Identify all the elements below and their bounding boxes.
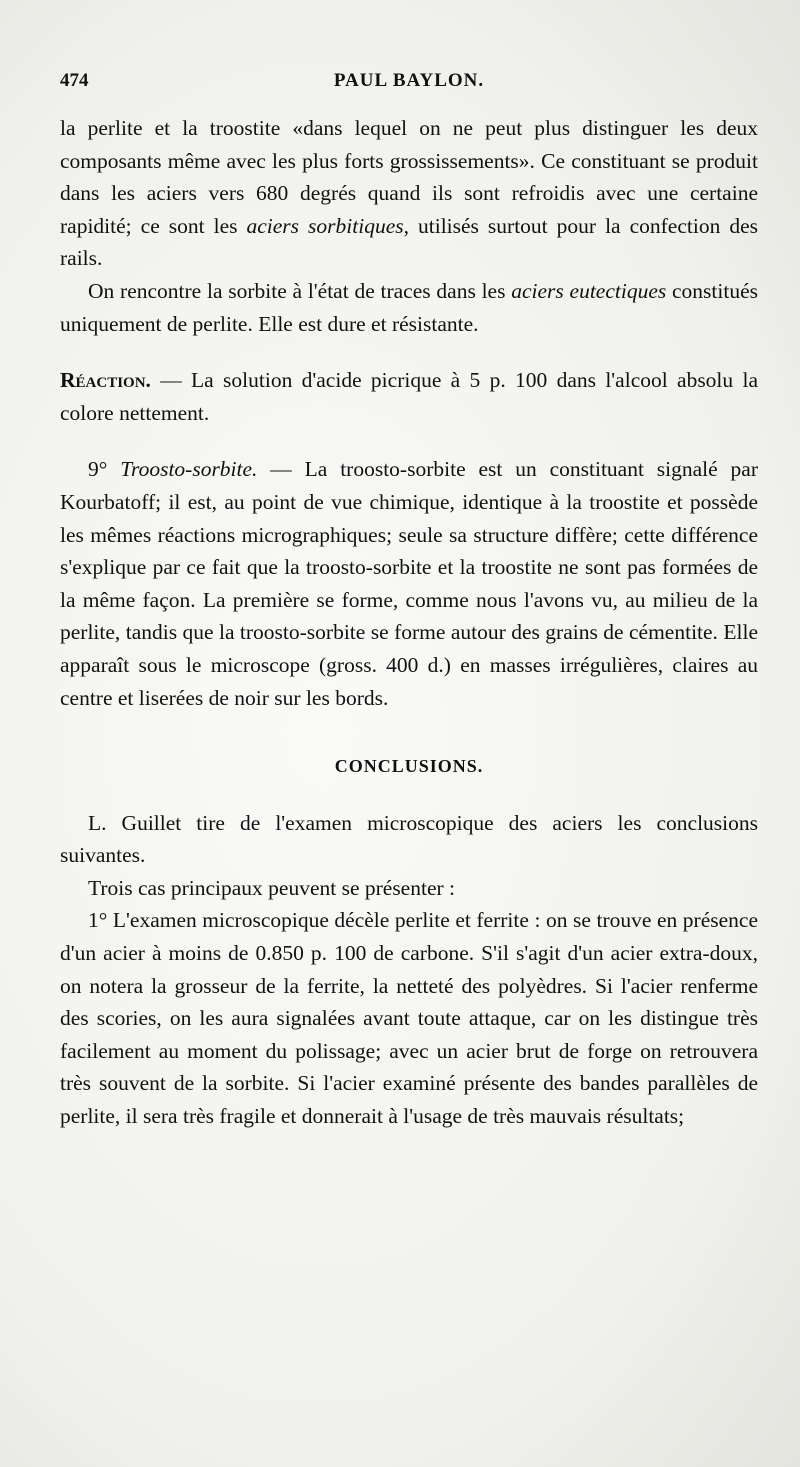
- paragraph-guillet: L. Guillet tire de l'examen microscopique des aciers les conclusions suivantes.: [60, 810, 758, 868]
- spacer: [60, 340, 758, 364]
- conclusions-heading: CONCLUSIONS.: [334, 756, 484, 777]
- paragraph-text: — La troosto-sorbite est un constituant signalé par Kourbatoff; il est, au point de vue chimique, identique à la troostite et possède les mêmes réactions micrographiques; seule sa structure diffère; cette différence s'explique par ce fait que la troosto-sorbite et la troostite ne sont pas formées de la même façon. La première se forme, comme nous l'avons vu, au milieu de la perlite, tandis que la troosto-sorbite se forme autour des grains de cémentite. Elle apparaît sous le microscope (gross. 400 d.) en masses irrégulières, claires au centre et liserées de noir sur les bords.: [60, 457, 759, 710]
- paragraph-text: constitués uniquement de perlite. Elle est dure et résistante.: [60, 278, 758, 336]
- paragraph-text: la perlite et la troostite «dans lequel on ne peut plus distinguer les deux composants même avec les plus forts grossissements». Ce constituant se produit dans les aciers vers 680 degrés quand ils sont refroidis avec une certaine rapidité; ce sont les: [60, 116, 758, 238]
- section-title: Troosto-sorbite.: [120, 457, 258, 482]
- term-aciers-eutectiques: aciers eutectiques: [511, 278, 667, 303]
- spacer: [60, 783, 758, 807]
- term-aciers-sorbitiques: aciers sorbitiques: [246, 213, 404, 238]
- paragraph-sorbite-continued: [60, 112, 758, 275]
- paragraph-text: , utilisés surtout pour la confection des rails.: [60, 213, 758, 271]
- page-number: 474: [60, 70, 89, 91]
- reaction-label: Réaction.: [60, 368, 151, 393]
- paragraph-text: — La solution d'acide picrique à 5 p. 100 dans l'alcool absolu la colore nettement.: [60, 368, 758, 425]
- paragraph-sorbite-traces: [60, 275, 758, 340]
- paragraph-reaction: [60, 364, 758, 429]
- paragraph-troosto-sorbite: [60, 453, 758, 714]
- spacer: [60, 714, 758, 750]
- page-header: [60, 70, 758, 100]
- paragraph-trois-cas: Trois cas principaux peuvent se présenter :: [88, 875, 456, 900]
- spacer: [60, 429, 758, 453]
- page-body: [60, 112, 758, 1133]
- running-title: PAUL BAYLON.: [333, 70, 485, 91]
- section-number: 9°: [88, 457, 108, 482]
- paragraph-case-1: 1° L'examen microscopique décèle perlite et ferrite : on se trouve en présence d'un acier à moins de 0.850 p. 100 de carbone. S'il s'agit d'un acier extra-doux, on notera la grosseur de la ferrite, la netteté des polyèdres. Si l'acier renferme des scories, on les aura signalées avant toute attaque, car on les distingue très facilement au moment du polissage; avec un acier brut de forge on retrouvera très souvent de la sorbite. Si l'acier examiné présente des bandes parallèles de perlite, il sera très fragile et donnerait à l'usage de très mauvais résultats;: [60, 908, 758, 1129]
- paragraph-text: On rencontre la sorbite à l'état de traces dans les: [88, 278, 512, 303]
